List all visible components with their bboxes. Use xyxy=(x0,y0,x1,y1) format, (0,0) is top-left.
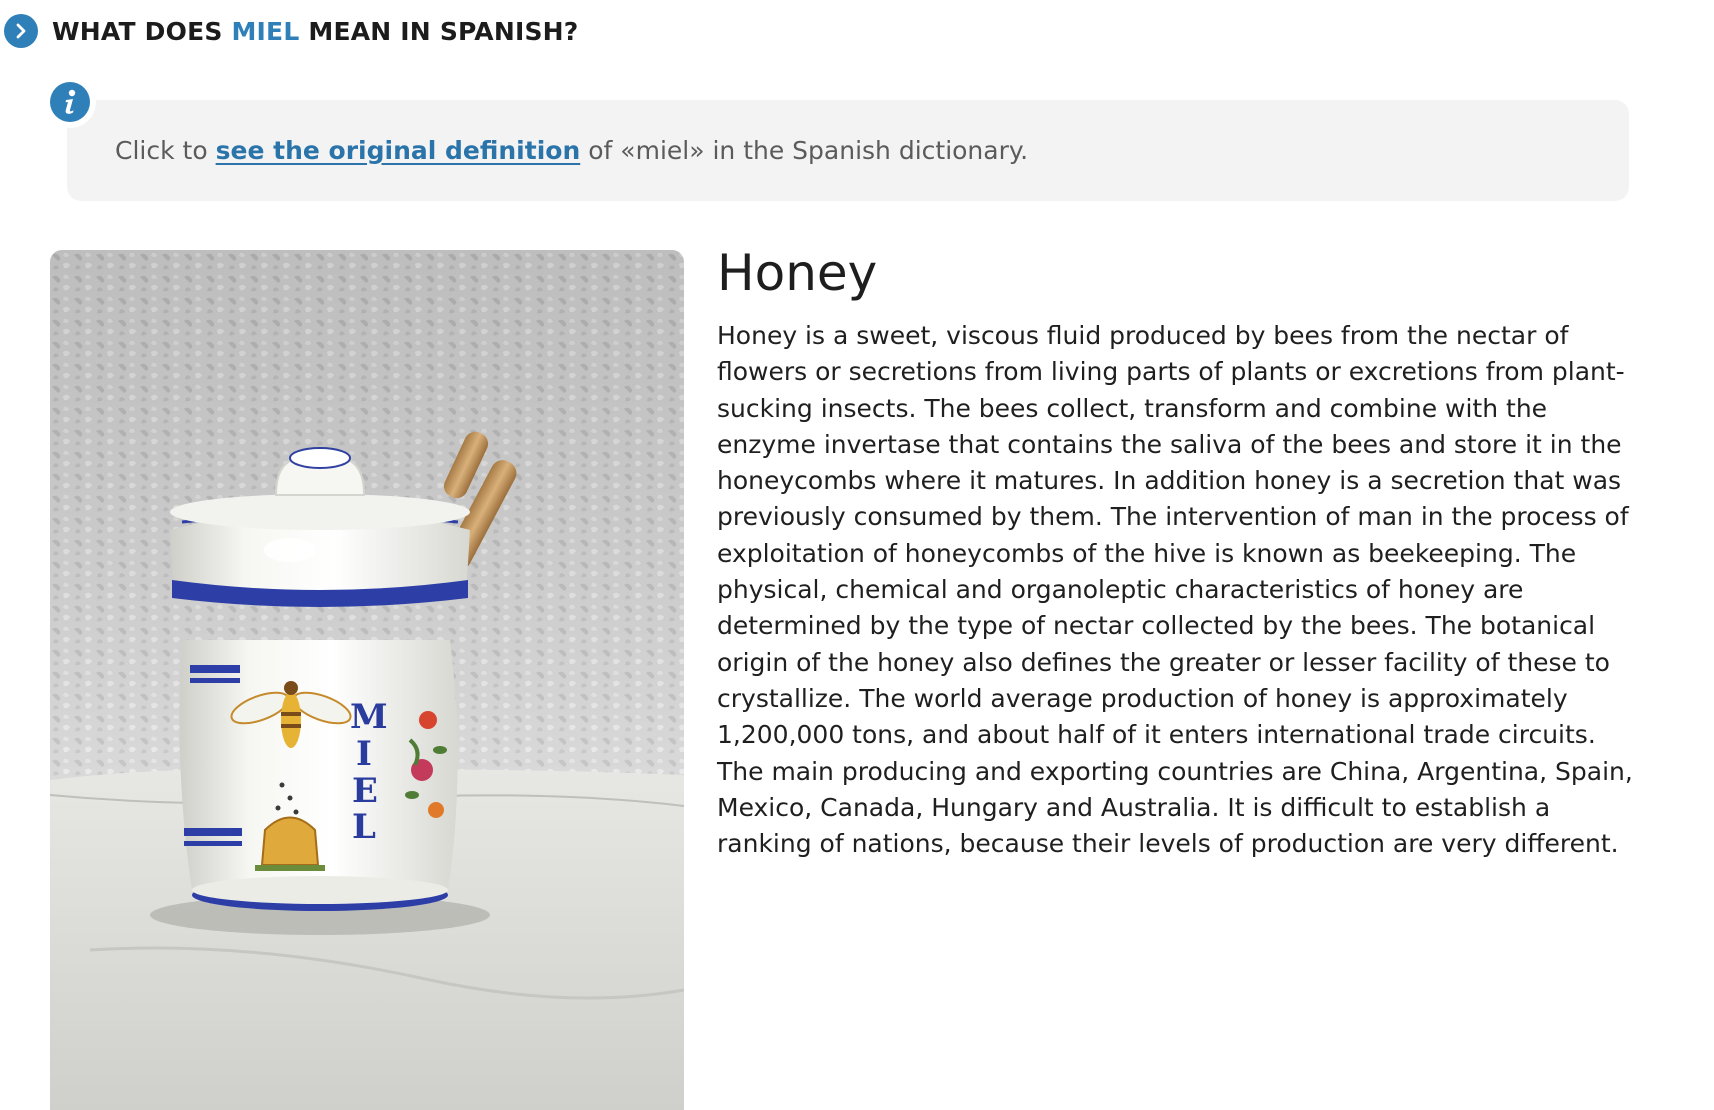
heading-keyword: MIEL xyxy=(231,16,300,46)
chevron-right-icon[interactable] xyxy=(4,14,38,48)
definition-body: Honey is a sweet, viscous fluid produced by bees from the nectar of flowers or secretions from living parts of plants or excretions from plant-sucking insects. The bees collect, transform and combine with the enzyme invertase that contains the saliva of the bees and store it in the honeycombs where it matures. In addition honey is a secretion that was previously consumed by them. The intervention of man in the process of exploitation of honeycombs of the hive is known as beekeeping. The physical, chemical and organoleptic characteristics of honey are determined by the type of nectar collected by the bees. The botanical origin of the honey also defines the greater or lesser facility of these to crystallize. The world average production of honey is approximately 1,200,000 tons, and about half of it enters international trade circuits. The main producing and exporting countries are China, Argentina, Spain, Mexico, Canada, Hungary and Australia. It is difficult to establish a ranking of nations, because their levels of production are very different. xyxy=(717,321,1633,859)
info-box xyxy=(67,100,1629,201)
original-definition-link[interactable]: see the original definition xyxy=(215,136,581,165)
heading-before: WHAT DOES xyxy=(52,16,223,46)
definition-title: Honey xyxy=(717,244,878,302)
svg-text:L: L xyxy=(352,807,376,847)
info-suffix: of «miel» in the Spanish dictionary. xyxy=(588,136,1029,165)
info-icon xyxy=(44,76,96,128)
section-heading xyxy=(4,14,578,48)
heading-after: MEAN IN SPANISH? xyxy=(308,16,579,46)
honey-jar-photo xyxy=(50,250,684,1110)
svg-text:E: E xyxy=(352,771,378,811)
honey-jar-illustration xyxy=(50,250,684,1110)
svg-text:M: M xyxy=(350,697,388,737)
info-prefix: Click to xyxy=(115,136,208,165)
section-title xyxy=(52,17,578,46)
svg-text:I: I xyxy=(356,734,372,774)
